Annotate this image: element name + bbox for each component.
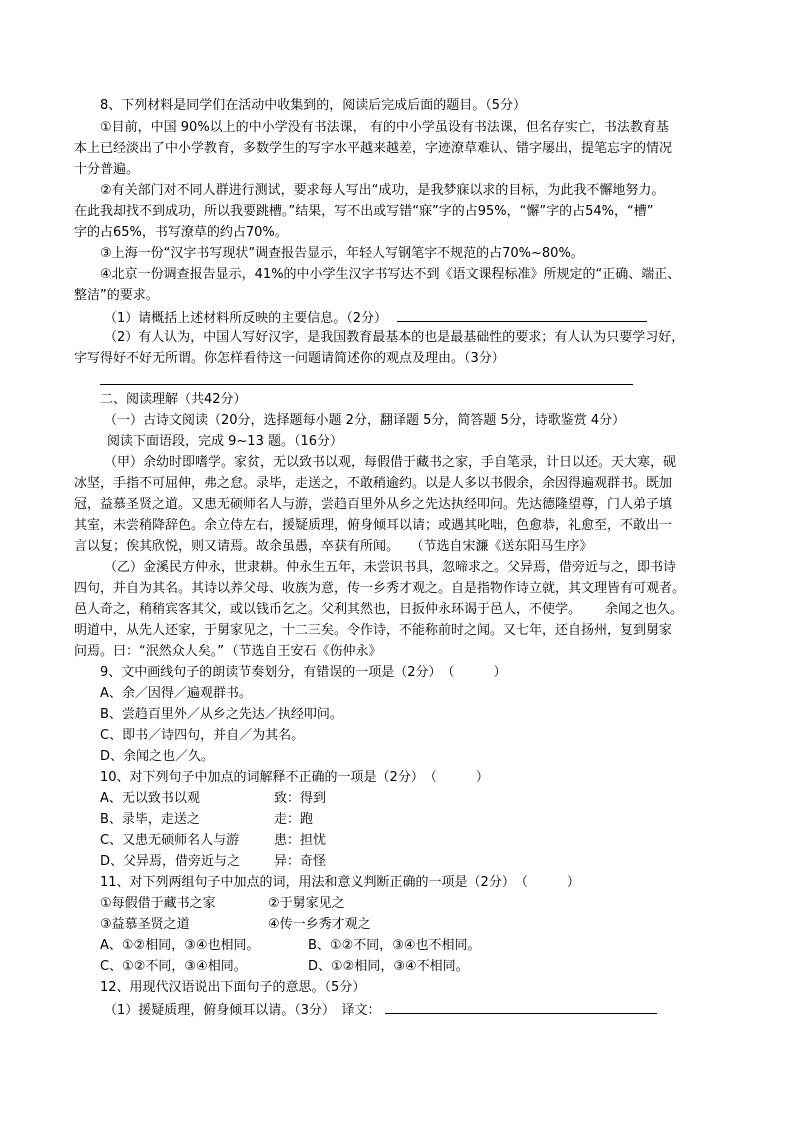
q11-sentence-1: ①每假借于藏书之家	[100, 896, 216, 911]
q9-stem: 9、文中画线句子的朗读节奏划分，有错误的一项是（2分） （ ）	[100, 665, 507, 680]
q9-option-b[interactable]: B、尝趋百里外／从乡之先达／执经叩问。	[100, 707, 343, 722]
passage-yi-tail: 余闻之也久。	[605, 602, 684, 617]
q8-sub2-answer-line[interactable]	[100, 384, 633, 385]
q10-option-a-explanation: 致：得到	[274, 791, 327, 806]
q12-stem: 12、用现代汉语说出下面句子的意思。（5分）	[100, 980, 366, 995]
passage-yi-line-2: 四句，并自为其名。其诗以养父母、收族为意，传一乡秀才观之。自是指物作诗立就，其文理皆有可观者。	[74, 581, 686, 596]
q8-material-1-line-2: 本上已经淡出了中小学教育，多数学生的写字水平越来越差，字迹潦草难认、错字屡出，提笔忘字的情况	[74, 141, 673, 156]
passage-jia-source: （节选自宋濂《送东阳马生序》	[417, 539, 593, 554]
q8-material-2-line-3: 字的占65%，书写潦草的约占70%。	[74, 225, 288, 240]
q10-option-a-sentence: A、无以致书以观	[100, 791, 200, 806]
passage-jia-text: 言以复；俟其欣悦，则又请焉。故余虽愚，卒获有所闻。	[74, 539, 400, 554]
q9-option-c[interactable]: C、即书／诗四句，并自／为其名。	[100, 728, 305, 743]
q10-option-b-sentence: B、录毕，走送之	[100, 812, 200, 827]
q10-option-a[interactable]	[100, 789, 327, 809]
passage-yi-line-5	[74, 642, 382, 662]
passage-yi-line-3	[74, 600, 683, 620]
q11-options-row-1	[100, 936, 481, 956]
passage-jia-line-3: 冠，益慕圣贤之道。又患无硕师名人与游，尝趋百里外从乡之先达执经叩问。先达德隆望尊，门人弟子填	[74, 497, 673, 512]
q11-sentence-2: ②于舅家见之	[268, 896, 345, 911]
q10-option-b-explanation: 走：跑	[274, 812, 314, 827]
passage-yi-line-4: 明道中，从先人还家，于舅家见之，十二三矣。令作诗，不能称前时之闻。又七年，还自扬州，复到舅家	[74, 623, 673, 638]
q8-material-4-line-1: ④北京一份调查报告显示，41%的中小学生汉字书写达不到《语文课程标准》所规定的“正确、端正、	[100, 267, 681, 282]
q11-sentence-3: ③益慕圣贤之道	[100, 917, 190, 932]
q8-material-4-line-2: 整洁”的要求。	[74, 288, 159, 303]
passage-yi-line-1: （乙）金溪民方仲永，世隶耕。仲永生五年，未尝识书具，忽啼求之。父异焉，借旁近与之，即书诗	[104, 560, 677, 575]
q11-sentence-4: ④传一乡秀才观之	[268, 917, 371, 932]
q8-material-1-line-3: 十分普遍。	[74, 162, 140, 177]
q10-option-d-sentence: D、父异焉，借旁近与之	[100, 854, 241, 869]
q10-option-c[interactable]	[100, 831, 327, 851]
q11-option-b[interactable]: B、①②不同，③④也不相同。	[308, 938, 481, 953]
q10-option-c-sentence: C、又患无硕师名人与游	[100, 833, 240, 848]
q12-sub1-text: （1）援疑质理，俯身倾耳以请。（3分） 译文：	[104, 1003, 381, 1018]
q8-material-2-line-1: ②有关部门对不同人群进行测试，要求每人写出“成功，是我梦寐以求的目标，为此我不懈地努力。	[100, 183, 665, 198]
q11-option-d[interactable]: D、①②相同，③④不相同。	[308, 959, 469, 974]
q9-option-a[interactable]: A、余／因得／遍观群书。	[100, 686, 252, 701]
q10-option-c-explanation: 患：担忧	[274, 833, 327, 848]
q11-stem: 11、对下列两组句子中加点的词，用法和意义判断正确的一项是（2分） （ ）	[100, 875, 580, 890]
q9-option-d[interactable]: D、余闻之也／久。	[100, 749, 215, 764]
section2-part1-heading: （一）古诗文阅读（20分，选择题每小题 2分，翻译题 5分，简答题 5分，诗歌鉴赏 4分）	[104, 413, 626, 428]
q10-option-d[interactable]	[100, 852, 327, 872]
q8-sub2-line-2: 字写得好不好无所谓。你怎样看待这一问题请简述你的观点及理由。（3分）	[74, 351, 505, 366]
passage-jia-line-4: 其室，未尝稍降辞色。余立侍左右，援疑质理，俯身倾耳以请；或遇其叱咄，色愈恭，礼愈至，不敢出一	[74, 518, 673, 533]
q10-option-b[interactable]	[100, 810, 314, 830]
section2-instruction: 阅读下面语段，完成 9~13 题。（16分）	[107, 434, 344, 449]
q11-option-a[interactable]: A、①②相同，③④也相同。	[100, 938, 260, 953]
passage-jia-line-1: （甲）余幼时即嗜学。家贫，无以致书以观，每假借于藏书之家，手自笔录，计日以还。天大寒，砚	[104, 455, 677, 470]
passage-yi-text: 邑人奇之，稍稍宾客其父，或以钱币乞之。父利其然也，日扳仲永环谒于邑人，不使学。	[74, 602, 582, 617]
q8-sub1-text: （1）请概括上述材料所反映的主要信息。（2分）	[104, 311, 388, 326]
passage-jia-line-5	[74, 537, 593, 557]
q12-sub1-answer-blank[interactable]	[385, 999, 657, 1014]
q8-heading: 8、下列材料是同学们在活动中收集到的，阅读后完成后面的题目。（5分）	[100, 98, 527, 113]
q8-material-1-line-1: ①目前，中国 90%以上的中小学没有书法课， 有的中小学虽设有书法课，但名存实亡，书法教育基	[100, 120, 669, 135]
q11-sentences-row-2	[100, 915, 371, 935]
q11-options-row-2	[100, 957, 469, 977]
passage-yi-text-end: 问焉。曰：“泯然众人矣。”	[74, 644, 224, 659]
q10-option-d-explanation: 异：奇怪	[274, 854, 327, 869]
section2-title: 二、阅读理解（共42分）	[100, 392, 247, 407]
q8-sub1-line	[104, 307, 647, 329]
q8-sub2-line-1: （2）有人认为，中国人写好汉字，是我国教育最基本的也是最基础性的要求；有人认为只要学习好，	[104, 330, 685, 345]
q10-stem: 10、对下列句子中加点的词解释不正确的一项是（2分） （ ）	[100, 770, 489, 785]
q8-material-2-line-2: 在此我却找不到成功，所以我要跳槽。”结果，写不出或写错“寐”字的占95%，“懈”字的占54%，“槽”	[74, 204, 654, 219]
q8-material-3-line-1: ③上海一份“汉字书写现状”调查报告显示，年轻人写钢笔字不规范的占70%~80%。	[100, 246, 584, 261]
q8-sub1-answer-blank[interactable]	[397, 307, 647, 322]
passage-yi-source: （节选自王安石《伤仲永》	[231, 644, 382, 659]
passage-jia-line-2: 冰坚，手指不可屈伸，弗之怠。录毕，走送之，不敢稍逾约。以是人多以书假余，余因得遍观群书。既加	[74, 476, 673, 491]
q11-sentences-row-1	[100, 894, 345, 914]
q12-sub1-line	[104, 999, 657, 1021]
q11-option-c[interactable]: C、①②不同，③④相同。	[100, 959, 247, 974]
